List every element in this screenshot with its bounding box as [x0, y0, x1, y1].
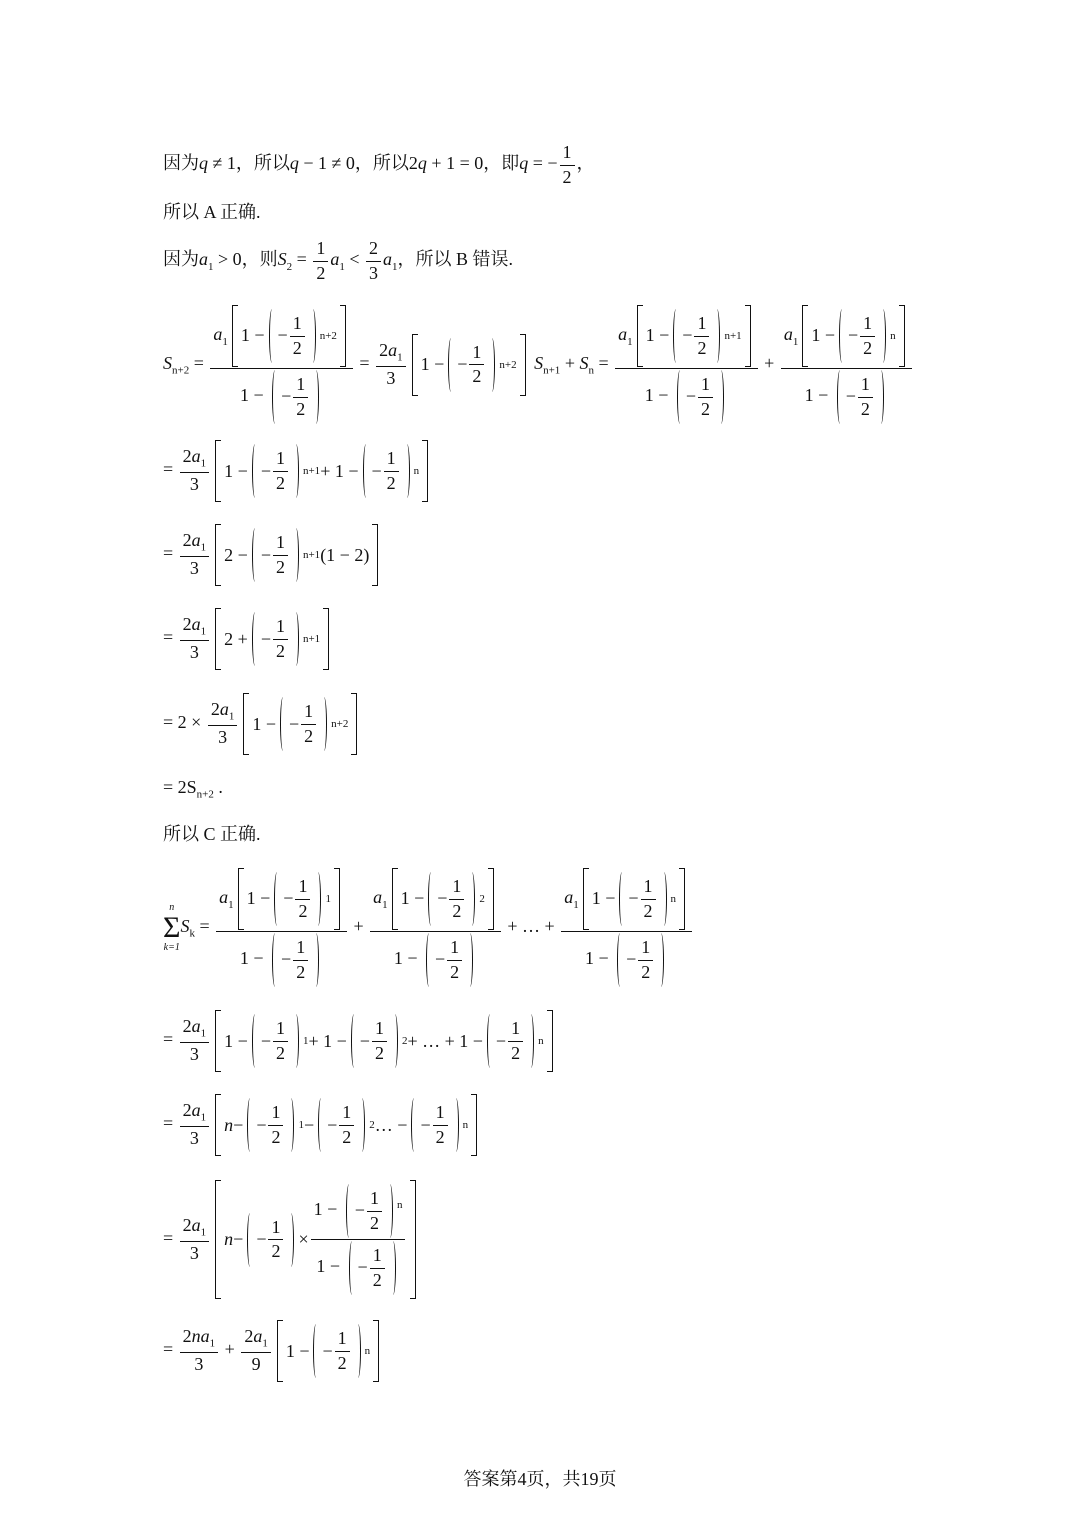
text: ，即 [483, 153, 520, 174]
text: = 2S [163, 777, 197, 797]
text: 因为 [163, 153, 199, 174]
text: 所以 A 正确. [163, 202, 261, 222]
text: ，则 [241, 249, 278, 270]
equation-sum-step1: = $\frac{2a_1}{3}$ 1 − − $\frac{1}{2}$ 1 + 1 − − $\frac{1}{2}$ 2 + … + 1 − − $\frac{1}{2}$ n [163, 1010, 557, 1072]
line-c-correct [163, 820, 261, 846]
equation-sum: n Σ k=1 $S_k$ = $a_1$ 1 − − $\frac{1}{2}$ 1 1 − − $\frac{1}{2}$ + $a_1$ 1 − − $\frac{1}{2}$ 2 1 − − $\frac{1}{2}$ + … + $a_1$ 1 − − $\frac{1}{2}$ n 1 − − $\frac{1}{2}$ [163, 868, 694, 987]
text: . [213, 777, 223, 797]
equation-sum-step2: = $\frac{2a_1}{3}$ n − − $\frac{1}{2}$ 1 − − $\frac{1}{2}$ 2 … − − $\frac{1}{2}$ n [163, 1094, 481, 1156]
text: n+2 [196, 788, 214, 801]
line-b-wrong: 因为$a_1 > 0$，则$S_2$ = $\frac{1}{2}$ $a_1$ < $\frac{2}{3}$ $a_1$，所以 B 错误. [163, 238, 513, 283]
text: 所以 C 正确. [163, 824, 261, 844]
page-footer: 答案第4页，共19页 [463, 1469, 617, 1489]
equation-step2: = $\frac{2a_1}{3}$ 2 − − $\frac{1}{2}$ n+1 (1 − 2) [163, 524, 382, 586]
line-a-correct [163, 198, 261, 224]
line-q-condition: 因为q ≠ 1，所以q − 1 ≠ 0，所以2q + 1 = 0，即q = − $\frac{1}{2}$ ， [163, 142, 595, 187]
text: ，所以 [235, 153, 290, 174]
equation-sum-step4: = $\frac{2na_1}{3}$ + $\frac{2a_1}{9}$ 1 − − $\frac{1}{2}$ n [163, 1320, 383, 1382]
text: ，所以 B 错误. [397, 249, 513, 270]
equation-step3: = $\frac{2a_1}{3}$ 2 + − $\frac{1}{2}$ n+1 [163, 608, 333, 670]
text: ，所以 [354, 153, 409, 174]
equation-step5 [163, 777, 223, 801]
equation-sn2: $S_{n+2}$ = $a_1$ 1 − − $\frac{1}{2}$ n+2 1 − − $\frac{1}{2}$ = $\frac{2a_1}{3}$ 1 − − $\frac{1}{2}$ n+2 $S_{n+1} + S_n$ = $a_1$ 1 − − $\frac{1}{2}$ n+1 1 − − $\frac{1}{2}$ + $a_1$ 1 − − $\frac{1}{2}$ n 1 − − $\frac{1}{2}$ [163, 305, 914, 424]
text: ， [576, 153, 595, 174]
equation-sum-step3: = $\frac{2a_1}{3}$ n − − $\frac{1}{2}$ × 1 − − $\frac{1}{2}$ $^n$ 1 − − $\frac{1}{2}$ [163, 1180, 420, 1299]
equation-step1: = $\frac{2a_1}{3}$ 1 − − $\frac{1}{2}$ n+1 + 1 − − $\frac{1}{2}$ n [163, 440, 432, 502]
text: 因为 [163, 249, 199, 270]
equation-step4: = 2 × $\frac{2a_1}{3}$ 1 − − $\frac{1}{2}$ n+2 [163, 693, 361, 755]
